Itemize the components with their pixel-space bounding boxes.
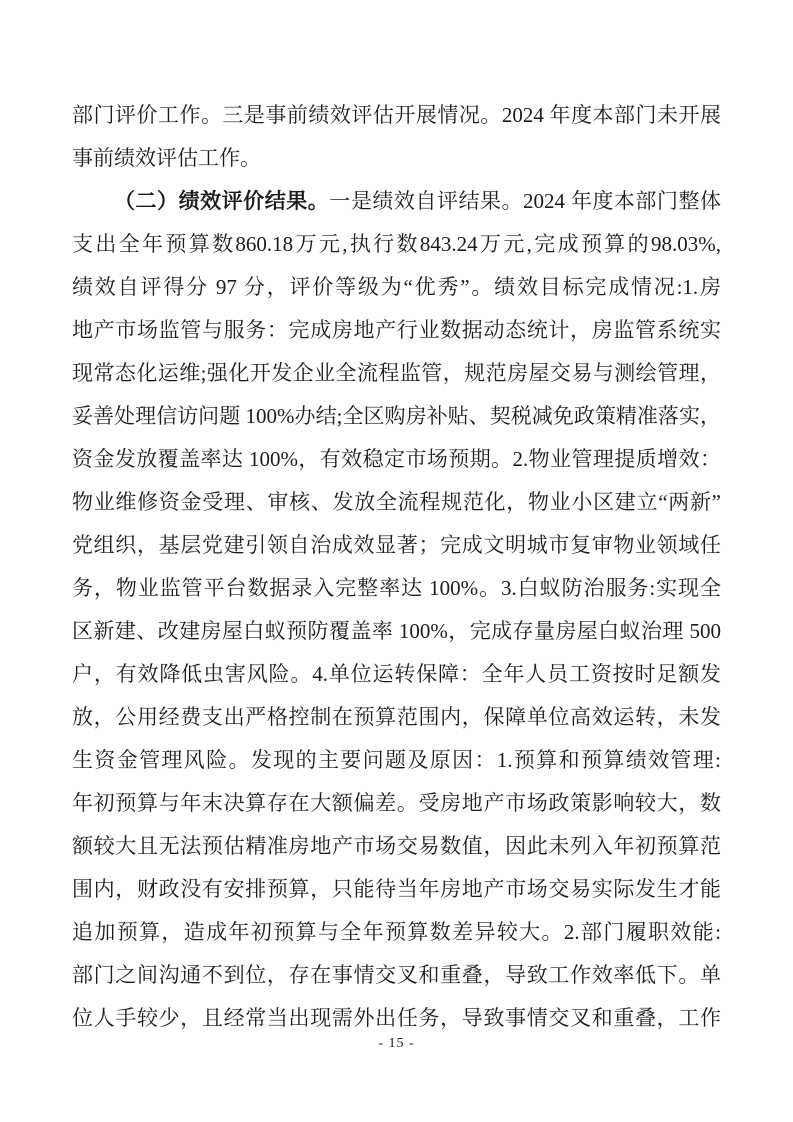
text-line bbox=[72, 266, 721, 309]
page-number: - 15 - bbox=[378, 1036, 415, 1051]
text-line bbox=[72, 94, 721, 137]
line-text: 物业维修资金受理、审核、发放全流程规范化，物业小区建立“两新” bbox=[72, 490, 721, 514]
text-line bbox=[72, 739, 721, 782]
line-text: 围内，财政没有安排预算，只能待当年房地产市场交易实际发生才能 bbox=[72, 877, 721, 901]
line-text: 资金发放覆盖率达 100%，有效稳定市场预期。2.物业管理提质增效： bbox=[72, 447, 721, 471]
text-line bbox=[72, 782, 721, 825]
text-line bbox=[72, 309, 721, 352]
line-text: 部门之间沟通不到位，存在事情交叉和重叠，导致工作效率低下。单 bbox=[72, 963, 721, 987]
text-line bbox=[72, 653, 721, 696]
line-text: 生资金管理风险。发现的主要问题及原因：1.预算和预算绩效管理: bbox=[72, 748, 721, 772]
text-line bbox=[72, 524, 721, 567]
text-line bbox=[72, 825, 721, 868]
line-text: 现常态化运维;强化开发企业全流程监管，规范房屋交易与测绘管理， bbox=[72, 361, 721, 385]
line-text: 放，公用经费支出严格控制在预算范围内，保障单位高效运转，未发 bbox=[72, 705, 721, 729]
text-line bbox=[72, 481, 721, 524]
line-text: 区新建、改建房屋白蚁预防覆盖率 100%，完成存量房屋白蚁治理 500 bbox=[72, 619, 721, 643]
text-line bbox=[72, 610, 721, 653]
line-text: 党组织，基层党建引领自治成效显著；完成文明城市复审物业领域任 bbox=[72, 533, 721, 557]
text-line bbox=[72, 352, 721, 395]
line-text: 一是绩效自评结果。2024 年度本部门整体 bbox=[329, 189, 721, 213]
text-line bbox=[72, 180, 721, 223]
line-text: 妥善处理信访问题 100%办结;全区购房补贴、契税减免政策精准落实， bbox=[72, 404, 721, 428]
line-text: 地产市场监管与服务：完成房地产行业数据动态统计，房监管系统实 bbox=[72, 318, 721, 342]
text-line bbox=[72, 567, 721, 610]
line-text: 事前绩效评估工作。 bbox=[72, 146, 261, 170]
text-line bbox=[72, 438, 721, 481]
line-text: 位人手较少，且经常当出现需外出任务，导致事情交叉和重叠，工作 bbox=[72, 1006, 721, 1030]
line-text: 追加预算，造成年初预算与全年预算数差异较大。2.部门履职效能: bbox=[72, 920, 721, 944]
text-line bbox=[72, 954, 721, 997]
text-line bbox=[72, 223, 721, 266]
text-line bbox=[72, 997, 721, 1040]
line-text: 部门评价工作。三是事前绩效评估开展情况。2024 年度本部门未开展 bbox=[72, 103, 721, 127]
text-line bbox=[72, 696, 721, 739]
page-body-text bbox=[72, 94, 721, 1040]
line-text: 支出全年预算数860.18万元,执行数843.24万元,完成预算的98.03%, bbox=[72, 232, 721, 256]
line-text: 额较大且无法预估精准房地产市场交易数值，因此未列入年初预算范 bbox=[72, 834, 721, 858]
text-line bbox=[72, 911, 721, 954]
line-text: 绩效自评得分 97 分，评价等级为“优秀”。绩效目标完成情况:1.房 bbox=[72, 275, 721, 299]
text-line bbox=[72, 395, 721, 438]
paragraph-heading: （二）绩效评价结果。 bbox=[114, 189, 330, 213]
line-text: 年初预算与年末决算存在大额偏差。受房地产市场政策影响较大，数 bbox=[72, 791, 721, 815]
text-line bbox=[72, 868, 721, 911]
line-text: 务，物业监管平台数据录入完整率达 100%。3.白蚁防治服务:实现全 bbox=[72, 576, 721, 600]
line-text: 户，有效降低虫害风险。4.单位运转保障：全年人员工资按时足额发 bbox=[72, 662, 721, 686]
text-line bbox=[72, 137, 721, 180]
